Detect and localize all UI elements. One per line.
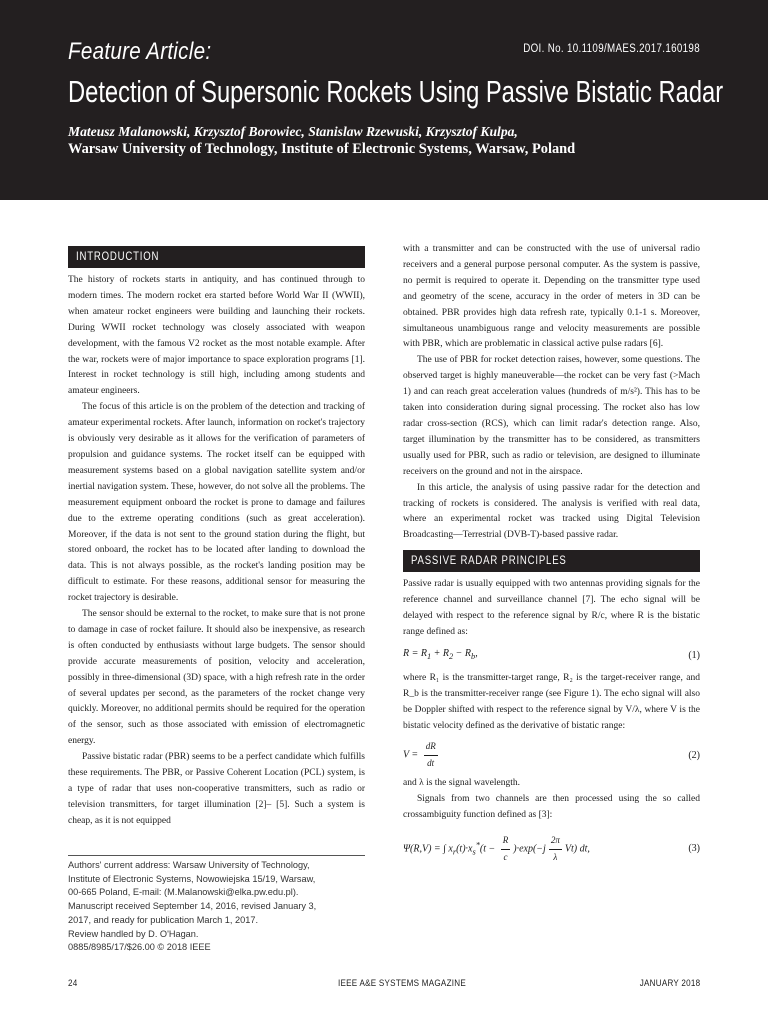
- footnote-line: 2017, and ready for publication March 1, 2017.: [68, 914, 258, 925]
- section-heading-introduction: INTRODUCTION: [68, 246, 365, 268]
- equation-2: [403, 734, 700, 776]
- pbr-paragraph: where R₁ is the transmitter-target range, R₂ is the target-receiver range, and R_b is the transmitter-receiver range (see Figure 1). The echo signal will also be Doppler shifted with respect to the reference signal by V/λ, where V is the bistatic velocity defined as the derivative of bistatic range:: [403, 672, 700, 731]
- article-header: [0, 0, 768, 200]
- doi-number: DOI. No. 10.1109/MAES.2017.160198: [523, 43, 700, 55]
- footnote-line: Manuscript received September 14, 2016, revised January 3,: [68, 901, 317, 912]
- intro-paragraph: The use of PBR for rocket detection raises, however, some questions. The observed target is highly maneuverable—the rocket can be very fast (>Mach 1) and can reach great acceleration values (hundreds of m/s²). This has to be taken into consideration during signal processing. The rocket also has low radar cross-section (RCS), which can limit radar's detection range. Also, target illumination by the transmitter has to be considered, as transmitters usually used for PBR, such as radio or television, are designed to illuminate receivers on the ground and not in the airspace.: [403, 355, 700, 477]
- intro-paragraph: with a transmitter and can be constructed with the use of universal radio receivers and a general purpose personal computer. As the system is passive, no permit is required to operate it. Depending on the transmitter type used and geometry of the scene, accuracy in the order of meters in 3D can be obtained. PBR provides high data refresh rate, typically 0.1-1 s. Moreover, simultaneous unambiguous range and velocity measurements are possible with PBR, which are problematic in classical active pulse radars [6].: [403, 244, 700, 350]
- pbr-paragraph: and λ is the signal wavelength.: [403, 778, 520, 789]
- author-list: Mateusz Malanowski, Krzysztof Borowiec, Stanislaw Rzewuski, Krzysztof Kulpa,: [68, 124, 518, 139]
- equation-3: [403, 824, 700, 874]
- page-number: 24: [68, 978, 78, 989]
- intro-paragraph: Passive bistatic radar (PBR) seems to be a perfect candidate which fulfills these requirements. The PBR, or Passive Coherent Location (PCL) system, is a type of radar that uses non-cooperative transmitters, such as radio or television transmitters, for target illumination [2]– [5]. Such a system is cheap, as it is not equipped: [68, 752, 365, 826]
- equation-number: (3): [688, 843, 700, 855]
- equation-number: (2): [688, 749, 700, 761]
- section-heading-passive-radar-principles: PASSIVE RADAR PRINCIPLES: [403, 550, 700, 572]
- issue-date: JANUARY 2018: [639, 978, 700, 989]
- equation-2-body: V = $\frac{dR}{dt}$: [403, 741, 436, 768]
- author-footnote: [68, 859, 365, 955]
- footnote-line: Institute of Electronic Systems, Nowowiejska 15/19, Warsaw,: [68, 873, 316, 884]
- equation-3-body: Ψ(R,V) = ∫ $x_r(t)\cdot x_s^*(t$ − $\frac{R}{c}$ )·exp(−j $\frac{2\pi}{\lambda}$ Vt) dt,: [403, 834, 590, 862]
- intro-paragraph: The history of rockets starts in antiquity, and has continued through to modern times. The modern rocket era started before World War II (WWII), when amateur rocket engineers were building and launching their rockets. During WWII rocket technology was closely associated with weapon development, with the famous V2 rocket as the most notable example. After the war, rockets were of major importance to space exploration programs [1]. Interest in rocket technology is still high, including among students and amateur engineers.: [68, 275, 365, 397]
- intro-paragraph: In this article, the analysis of using passive radar for the detection and tracking of rockets is considered. The analysis is verified with real data, where an experimental rocket was tracked using Digital Television Broadcasting—Terrestrial (DVB-T)-based passive radar.: [403, 482, 700, 541]
- footnote-line: 0885/8985/17/$26.00 © 2018 IEEE: [68, 942, 211, 953]
- equation-1: [403, 641, 700, 671]
- footnote-divider: [68, 855, 365, 856]
- left-column: [68, 242, 365, 830]
- footnote-line: Review handled by D. O'Hagan.: [68, 928, 199, 939]
- feature-article-kicker: Feature Article:: [68, 38, 212, 65]
- article-title: Detection of Supersonic Rockets Using Passive Bistatic Radar: [68, 74, 724, 109]
- pbr-paragraph: Passive radar is usually equipped with two antennas providing signals for the reference channel and surveillance channel [7]. The echo signal will be delayed with respect to the reference signal by R/c, where R is the bistatic range defined as:: [403, 579, 700, 637]
- footnote-line: Authors' current address: Warsaw University of Technology,: [68, 860, 310, 870]
- magazine-name: IEEE A&E SYSTEMS MAGAZINE: [338, 978, 466, 989]
- right-column: [403, 242, 700, 874]
- intro-paragraph: The sensor should be external to the rocket, to make sure that is not prone to damage in case of rocket failure. It should also be inexpensive, as research is often conducted by enthusiasts without large budgets. The sensor should provide accurate measurements of position, velocity and acceleration, possibly in three-dimensional (3D) space, with a high refresh rate in the order of several updates per second, as the parameters of the rocket change very quickly. Moreover, no additional permits should be required for the operation of the sensor, such as those associated with emission of electromagnetic energy.: [68, 609, 365, 747]
- equation-number: (1): [688, 649, 700, 661]
- intro-paragraph: The focus of this article is on the problem of the detection and tracking of amateur experimental rockets. After launch, information on rocket's trajectory is obviously very desirable as it allows for the verification of parameters of propulsion and guidance systems. The rocket itself can be equipped with measurement systems based on a global navigation satellite system and/or inertial navigation system. These, however, do not solve all the problems. The measurement equipment onboard the rocket is prone to damage and failures due to the extreme operating conditions (such as great acceleration). Moreover, if the data is not sent to the ground station during the flight, but stored onboard, the rocket has to be located after landing to download the data. This is not always possible, as the rocket's landing position may be difficult to estimate. For these reasons, additional sensor for measuring the rocket trajectory is desirable.: [68, 402, 365, 604]
- pbr-paragraph: Signals from two channels are then processed using the so called crossambiguity function defined as [3]:: [403, 794, 700, 821]
- footnote-line: 00-665 Poland, E-mail: (M.Malanowski@elka.pw.edu.pl).: [68, 887, 299, 898]
- equation-1-body: $R = R_1 + R_2 - R_b$,: [403, 648, 478, 662]
- author-affiliation: Warsaw University of Technology, Institute of Electronic Systems, Warsaw, Poland: [68, 141, 576, 157]
